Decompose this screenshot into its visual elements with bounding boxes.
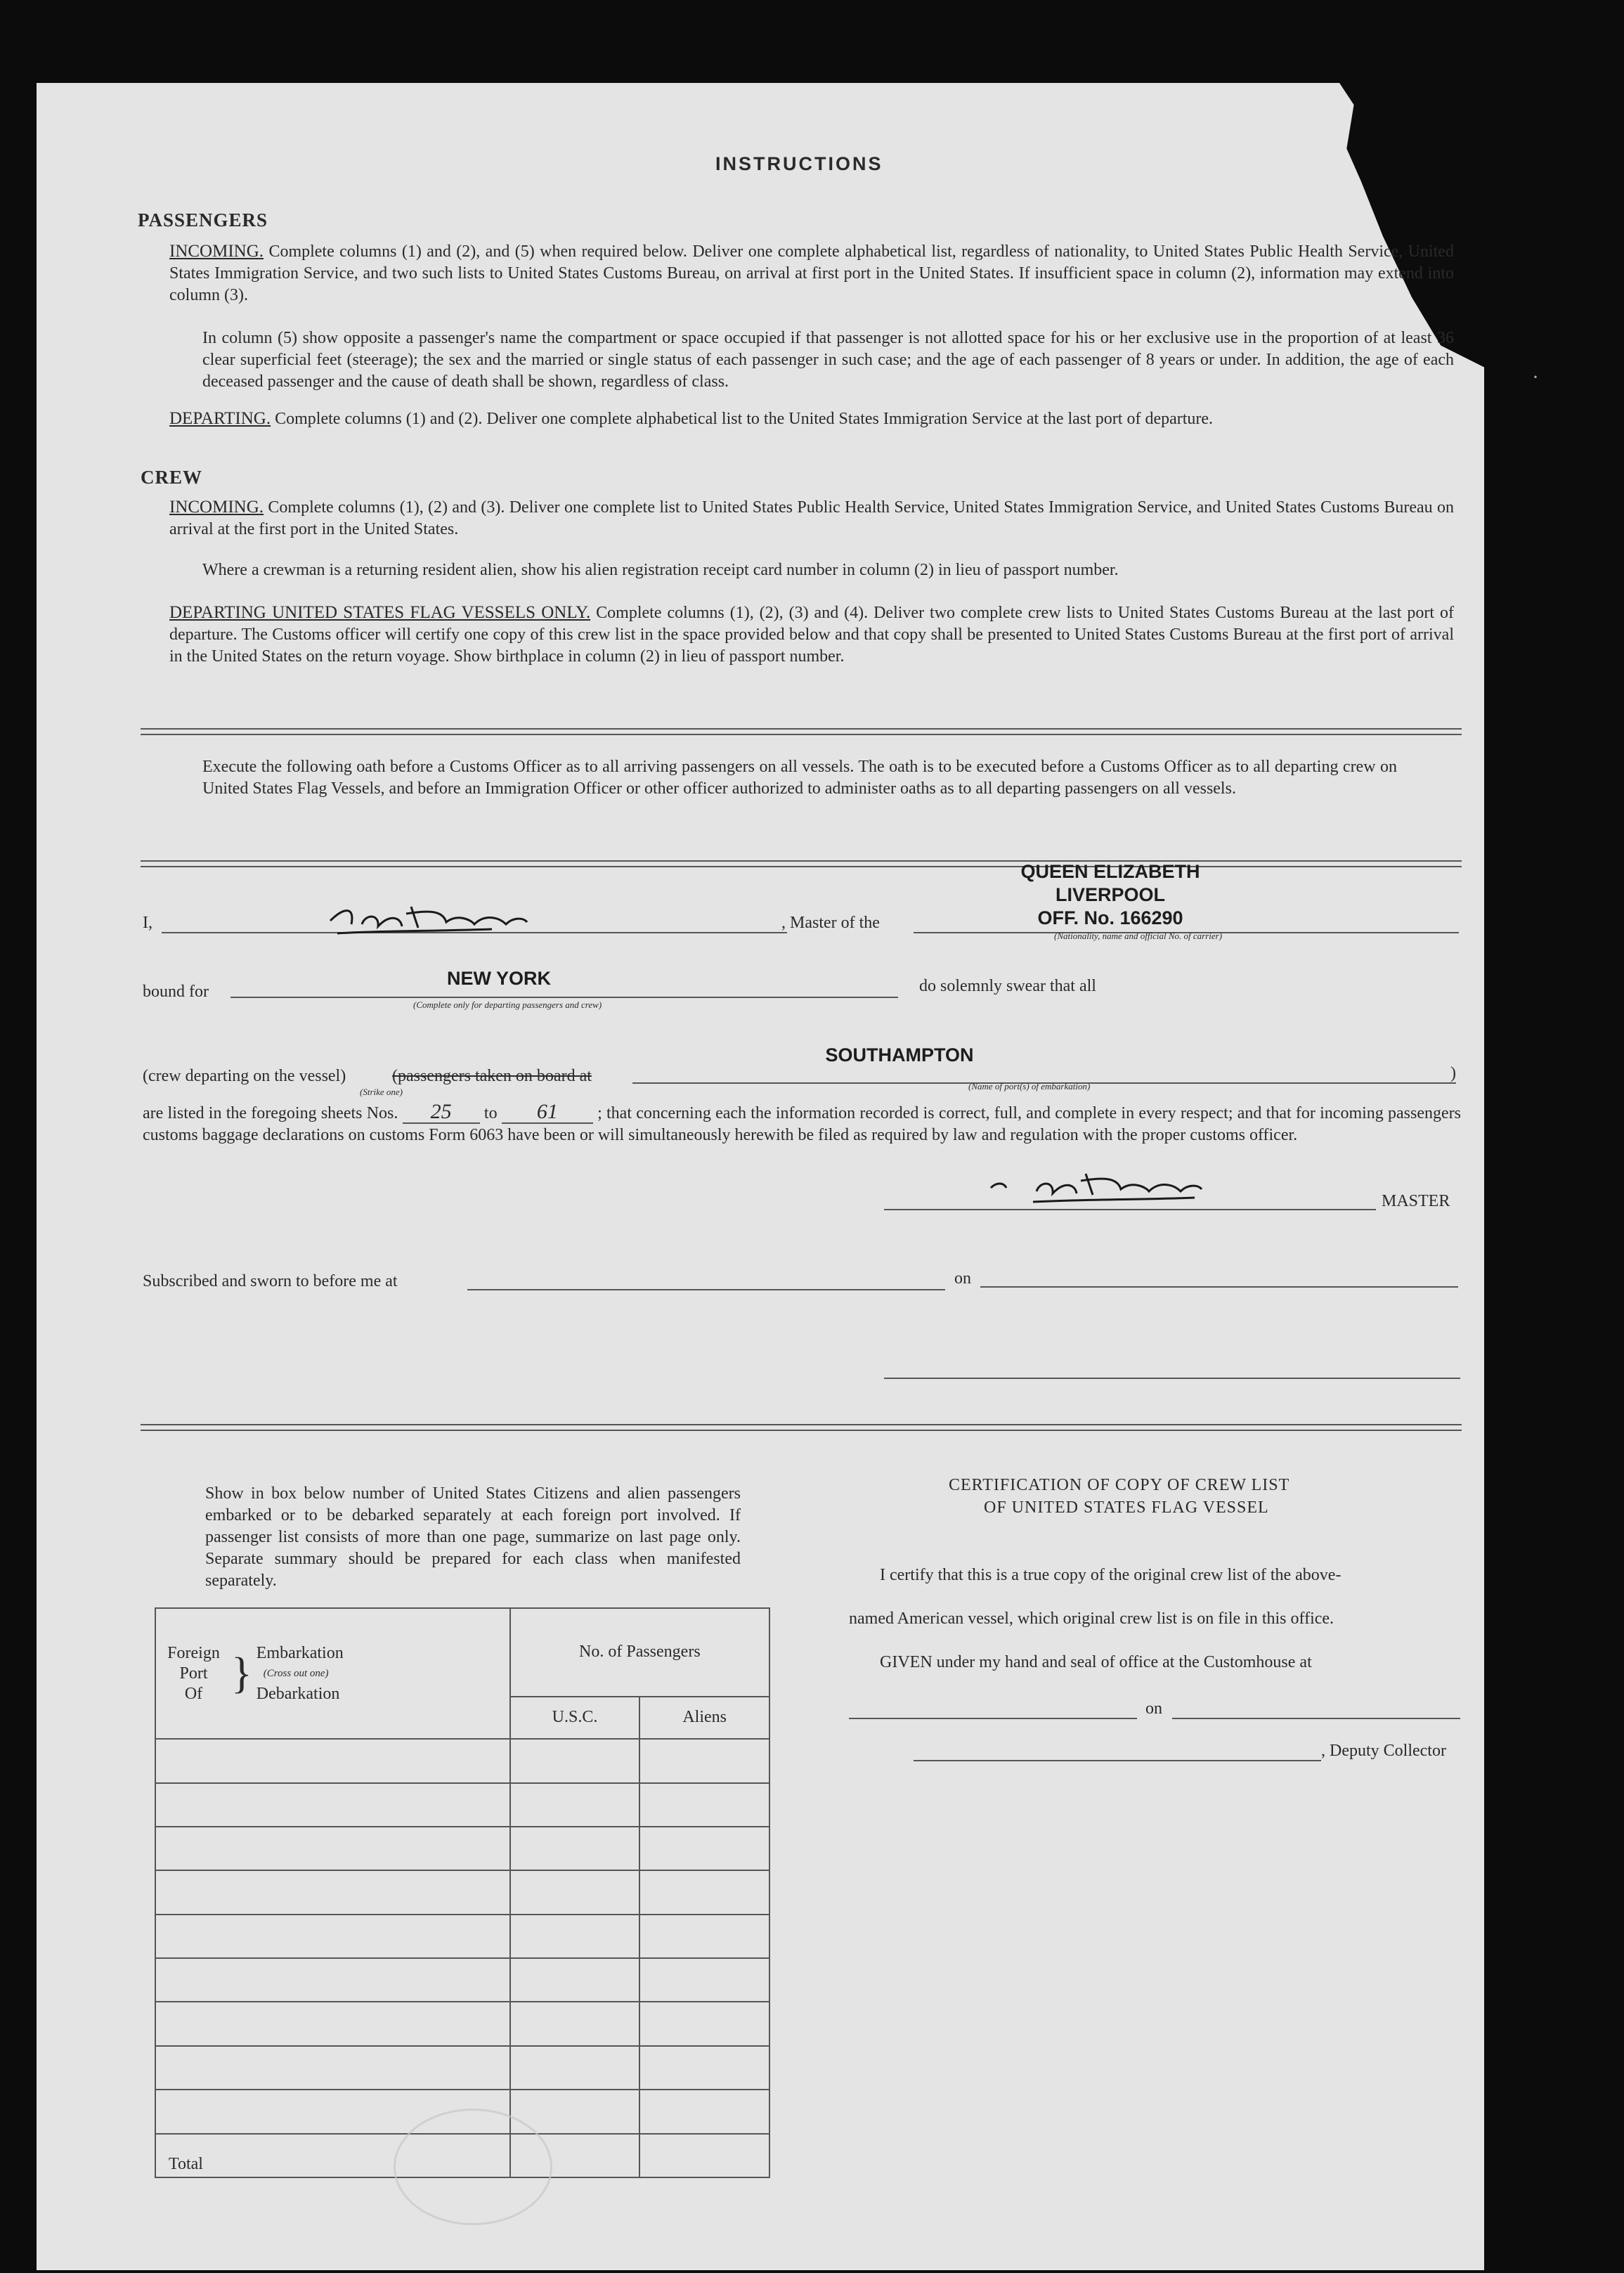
brace-icon: } bbox=[231, 1650, 252, 1698]
no-passengers-header: No. of Passengers bbox=[510, 1608, 769, 1697]
departing-label: DEPARTING. bbox=[169, 409, 271, 428]
column5-paragraph: In column (5) show opposite a passenger's name the compartment or space occupied if that passenger is not allotted space for his or her exclusive use in the proportion of at least 36 clear superficial feet (steerage); the sex and the married or single status of each passenger in such case; and the age of each passenger of 8 years or under. In addition, the age of each deceased passenger and the cause of death shall be shown, regardless of class. bbox=[202, 329, 1454, 391]
customhouse-line bbox=[849, 1718, 1137, 1719]
deputy-collector-line bbox=[914, 1760, 1321, 1761]
vessel-nationality: LIVERPOOL bbox=[1055, 884, 1165, 905]
col-port: Port bbox=[179, 1664, 208, 1683]
total-aliens-cell bbox=[639, 2134, 769, 2178]
table-row bbox=[155, 1958, 510, 2002]
oath-intro: Execute the following oath before a Customs Officer as to all arriving passengers on all vessels. The oath is to be executed before a Customs Officer as to all departing crew on United States Flag Vessels, and before an Immigration Officer or other officer authorized to administer oaths as to all departing passengers on all vessels. bbox=[202, 758, 1397, 798]
deputy-collector-label: , Deputy Collector bbox=[1321, 1742, 1446, 1760]
usc-header: U.S.C. bbox=[510, 1697, 640, 1739]
master-of-the-label: , Master of the bbox=[781, 914, 880, 932]
certification-title-2: OF UNITED STATES FLAG VESSEL bbox=[984, 1498, 1269, 1517]
swear-text: do solemnly swear that all bbox=[919, 977, 1096, 995]
oath-divider bbox=[141, 860, 1462, 867]
col-cross-out: (Cross out one) bbox=[263, 1667, 329, 1679]
sheet-from: 25 bbox=[403, 1101, 480, 1124]
certification-text-1: I certify that this is a true copy of the original crew list of the above- bbox=[880, 1566, 1342, 1584]
table-row bbox=[155, 1827, 510, 1870]
i-label: I, bbox=[143, 914, 152, 932]
sworn-date-line bbox=[980, 1286, 1458, 1288]
incoming-label: INCOMING. bbox=[169, 242, 264, 261]
table-row bbox=[155, 1739, 510, 1782]
passengers-incoming-paragraph bbox=[169, 240, 1454, 306]
bound-for-label: bound for bbox=[143, 983, 209, 1001]
bleed-through-mark: · bbox=[1532, 365, 1539, 389]
vessel-name: QUEEN ELIZABETH bbox=[1020, 861, 1200, 882]
vessel-official-number: OFF. No. 166290 bbox=[1037, 907, 1183, 928]
bound-for-value: NEW YORK bbox=[446, 968, 551, 989]
sheet-to: 61 bbox=[502, 1101, 593, 1124]
given-text: GIVEN under my hand and seal of office at the Customhouse at bbox=[880, 1653, 1312, 1671]
col-debarkation: Debarkation bbox=[256, 1684, 340, 1703]
col-embarkation: Embarkation bbox=[256, 1643, 344, 1662]
sworn-place-line bbox=[467, 1289, 945, 1290]
col-foreign: Foreign bbox=[167, 1643, 220, 1662]
departing-flag-label: DEPARTING UNITED STATES FLAG VESSELS ONLY. bbox=[169, 603, 591, 622]
embarkation-port: SOUTHAMPTON bbox=[825, 1044, 974, 1066]
master-signature bbox=[323, 893, 534, 942]
total-label: Total bbox=[155, 2134, 510, 2178]
summary-divider bbox=[141, 1424, 1462, 1431]
bound-for-line bbox=[230, 997, 898, 998]
port-header-cell bbox=[155, 1608, 510, 1739]
table-row bbox=[155, 1870, 510, 1914]
sheets-paragraph bbox=[143, 1101, 1461, 1146]
crew-incoming-paragraph bbox=[169, 496, 1454, 540]
departing-flag-text: Complete columns (1), (2), (3) and (4). Deliver two complete crew lists to United States Customs Bureau at the last port of departure. The Customs officer will certify one copy of this crew list in the space provided below and that copy shall be presented to United States Customs Bureau at the first port of arrival in the United States on the return voyage. Show birthplace in column (2) in lieu of passport number. bbox=[169, 604, 1454, 666]
faint-stamp bbox=[394, 2109, 552, 2225]
passengers-heading: PASSENGERS bbox=[138, 209, 268, 231]
col-of: Of bbox=[184, 1684, 203, 1703]
table-row bbox=[155, 2002, 510, 2045]
departing-flag-paragraph bbox=[169, 602, 1454, 668]
aliens-header: Aliens bbox=[639, 1697, 769, 1739]
sheets-label: are listed in the foregoing sheets Nos. bbox=[143, 1104, 398, 1122]
crew-heading: CREW bbox=[141, 467, 203, 488]
vessel-caption: (Nationality, name and official No. of carrier) bbox=[1054, 931, 1223, 941]
table-row bbox=[155, 2046, 510, 2090]
crewman-paragraph: Where a crewman is a returning resident alien, show his alien registration receipt card number in column (2) in lieu of passport number. bbox=[202, 561, 1119, 579]
sworn-on-label: on bbox=[954, 1269, 971, 1288]
master-label: MASTER bbox=[1382, 1192, 1450, 1210]
cert-date-line bbox=[1172, 1718, 1460, 1719]
cert-on-label: on bbox=[1145, 1699, 1162, 1718]
close-paren: ) bbox=[1450, 1064, 1456, 1082]
struck-passengers-text: (passengers taken on board at bbox=[392, 1067, 592, 1085]
passengers-departing-paragraph bbox=[169, 408, 1454, 430]
crew-incoming-label: INCOMING. bbox=[169, 498, 264, 517]
certification-title-1: CERTIFICATION OF COPY OF CREW LIST bbox=[949, 1476, 1290, 1494]
sheets-text: ; that concerning each the information recorded is correct, full, and complete in every respect; and that for incoming passengers customs baggage declarations on customs Form 6063 have been or will simultaneously herewith be filed as required by law and regulation with the proper customs officer. bbox=[143, 1104, 1461, 1144]
instructions-title: INSTRUCTIONS bbox=[715, 153, 883, 174]
sheet-to-label: to bbox=[483, 1104, 498, 1122]
summary-instruction: Show in box below number of United States Citizens and alien passengers embarked or to be debarked separately at each foreign port involved. If passenger list consists of more than one page, summarize on last page only. Separate summary should be prepared for each class when manifested separately. bbox=[205, 1484, 741, 1590]
master-signature-2 bbox=[984, 1160, 1237, 1209]
certification-text-2: named American vessel, which original crew list is on file in this office. bbox=[849, 1610, 1334, 1628]
section-divider bbox=[141, 728, 1462, 735]
bound-for-caption: (Complete only for departing passengers and crew) bbox=[413, 999, 602, 1010]
crew-departing-label: (crew departing on the vessel) bbox=[143, 1067, 346, 1085]
subscribed-label: Subscribed and sworn to before me at bbox=[143, 1272, 398, 1290]
table-row bbox=[155, 1783, 510, 1827]
strike-caption: (Strike one) bbox=[360, 1087, 403, 1097]
departing-text: Complete columns (1) and (2). Deliver one complete alphabetical list to the United States Immigration Service at the last port of departure. bbox=[275, 410, 1214, 428]
sworn-officer-line bbox=[884, 1378, 1460, 1379]
table-row bbox=[155, 1915, 510, 1958]
embarkation-caption: (Name of port(s) of embarkation) bbox=[968, 1081, 1091, 1092]
incoming-text: Complete columns (1) and (2), and (5) when required below. Deliver one complete alphabetical list, regardless of nationality, to United States Public Health Service, United States Immigration Service, and two such lists to United States Customs Bureau, on arrival at first port in the United States. If insufficient space in column (2), information may extend into column (3). bbox=[169, 242, 1455, 304]
passenger-summary-table bbox=[155, 1607, 770, 2178]
master-signature-line bbox=[884, 1209, 1376, 1210]
crew-incoming-text: Complete columns (1), (2) and (3). Deliver one complete list to United States Public Health Service, United States Immigration Service, and United States Customs Bureau on arrival at the first port in the United States. bbox=[169, 498, 1455, 538]
